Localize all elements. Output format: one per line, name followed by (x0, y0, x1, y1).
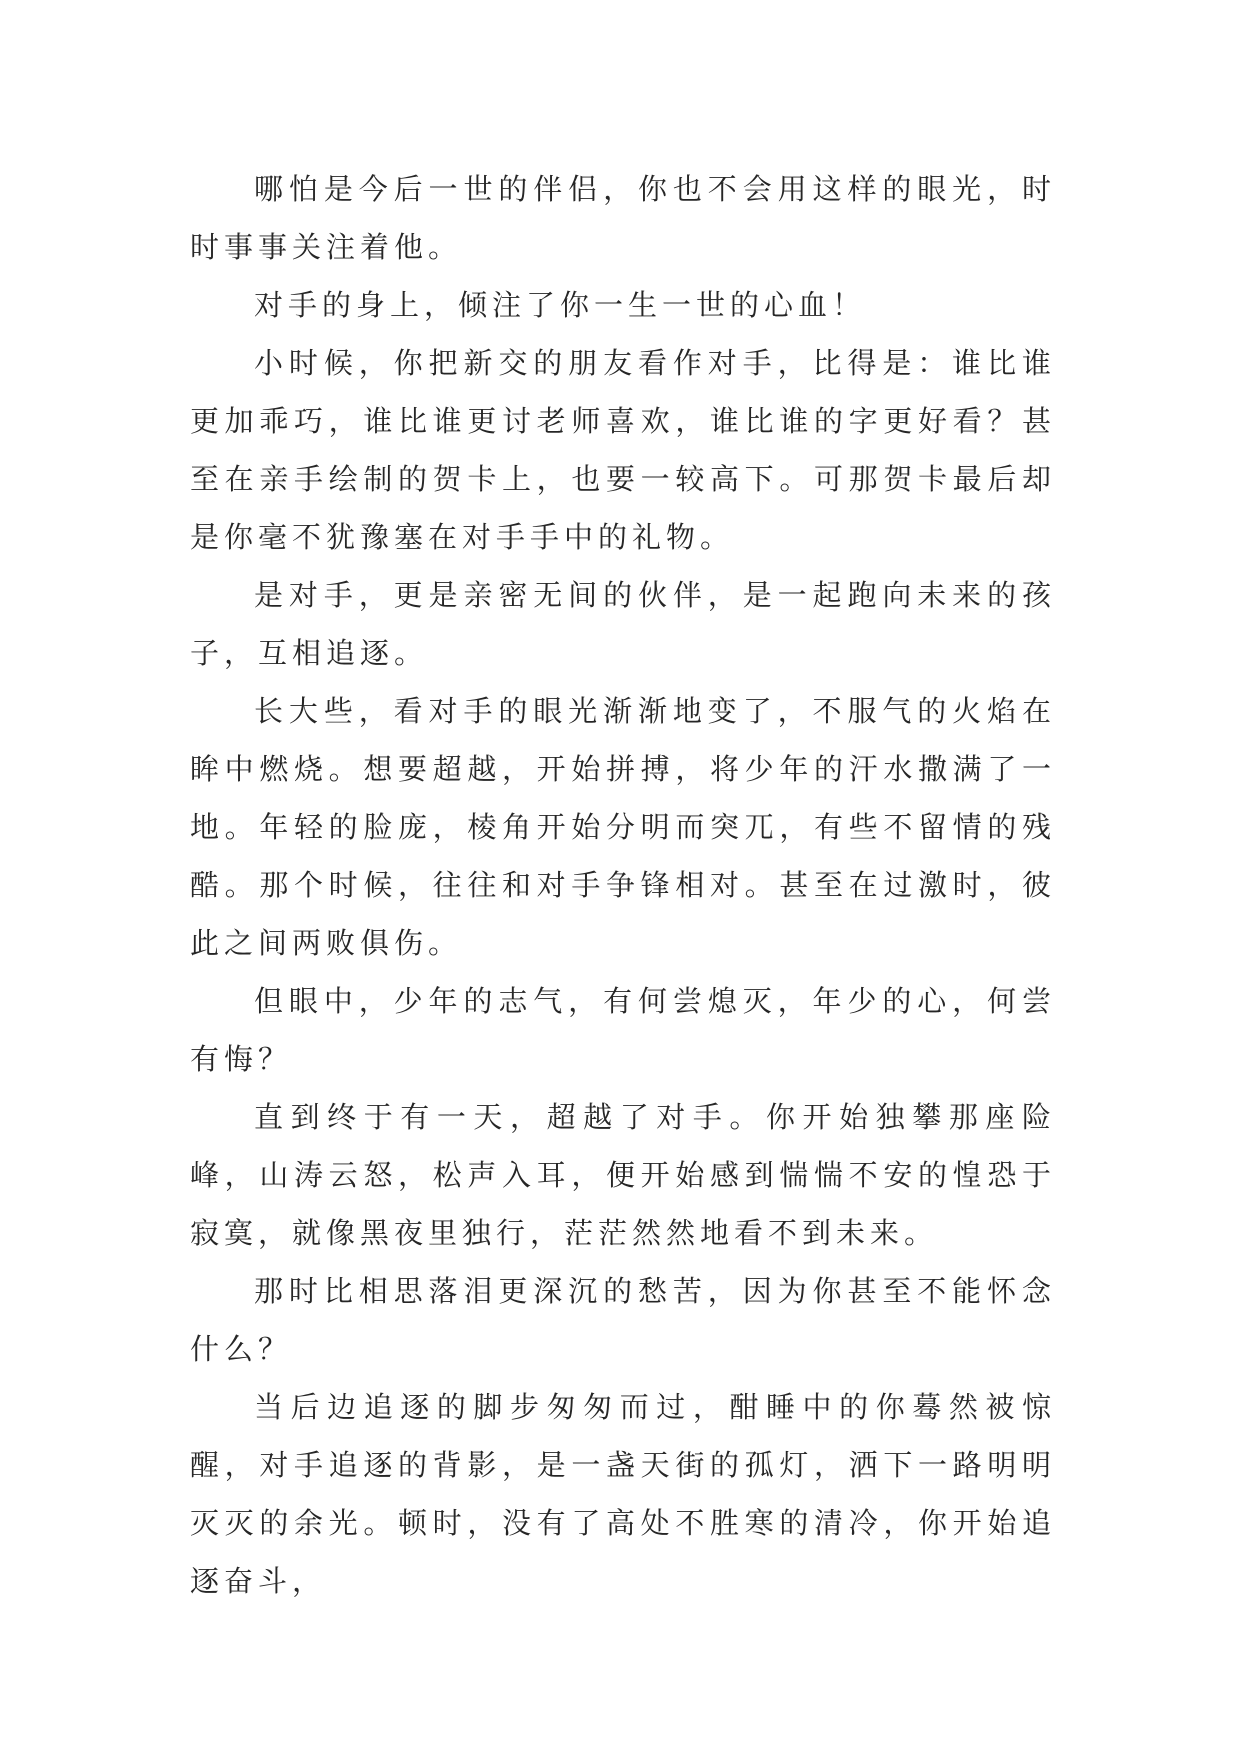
paragraph: 那时比相思落泪更深沉的愁苦，因为你甚至不能怀念什么？ (190, 1274, 1056, 1366)
paragraph: 小时候，你把新交的朋友看作对手，比得是：谁比谁更加乖巧，谁比谁更讨老师喜欢，谁比谁的字更好看？甚至在亲手绘制的贺卡上，也要一较高下。可那贺卡最后却是你毫不犹豫塞在对手手中的礼物。 (190, 346, 1056, 554)
paragraph: 哪怕是今后一世的伴侣，你也不会用这样的眼光，时时事事关注着他。 (190, 172, 1056, 264)
paragraph: 直到终于有一天，超越了对手。你开始独攀那座险峰，山涛云怒，松声入耳，便开始感到惴惴不安的惶恐于寂寞，就像黑夜里独行，茫茫然然地看不到未来。 (190, 1100, 1056, 1250)
paragraph: 对手的身上，倾注了你一生一世的心血！ (254, 288, 867, 322)
essay-body (190, 160, 1056, 1610)
paragraph: 是对手，更是亲密无间的伙伴，是一起跑向未来的孩子，互相追逐。 (190, 578, 1056, 670)
paragraph: 当后边追逐的脚步匆匆而过，酣睡中的你蓦然被惊醒，对手追逐的背影，是一盏天街的孤灯，洒下一路明明灭灭的余光。顿时，没有了高处不胜寒的清冷，你开始追逐奋斗， (190, 1390, 1056, 1598)
paragraph: 长大些，看对手的眼光渐渐地变了，不服气的火焰在眸中燃烧。想要超越，开始拼搏，将少年的汗水撒满了一地。年轻的脸庞，棱角开始分明而突兀，有些不留情的残酷。那个时候，往往和对手争锋相对。甚至在过激时，彼此之间两败俱伤。 (190, 694, 1056, 960)
paragraph: 但眼中，少年的志气，有何尝熄灭，年少的心，何尝有悔？ (190, 984, 1056, 1076)
